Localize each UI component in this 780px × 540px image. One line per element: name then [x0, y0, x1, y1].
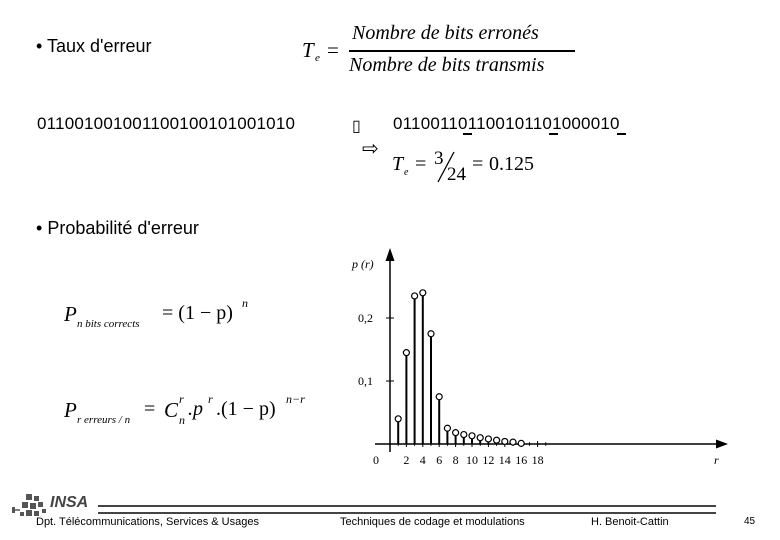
result-eq1: =	[415, 153, 427, 175]
f2-C-sup: r	[179, 392, 184, 406]
f2-P: P	[64, 398, 77, 422]
arrow-icon: ⇨	[362, 138, 379, 160]
stem-marker	[477, 435, 483, 441]
stem-marker	[510, 439, 516, 445]
f2-mid-sup: r	[208, 392, 213, 406]
fraction-bar	[349, 50, 575, 52]
f2-eq: =	[144, 398, 156, 420]
page-number: 45	[744, 516, 756, 527]
f1-sub: n bits corrects	[77, 318, 140, 330]
stem-marker	[436, 394, 442, 400]
x-tick-label: 8	[452, 453, 459, 467]
bullet-probabilite	[36, 218, 199, 239]
bullet-taux	[36, 36, 151, 57]
x-tick-label: 12	[482, 453, 495, 467]
result-numerator: 3	[434, 148, 444, 169]
bullet-glyph-2: •	[36, 218, 43, 238]
error-rate-result	[392, 148, 552, 190]
x-axis-label: r	[714, 453, 719, 467]
formula-numerator: Nombre de bits erronés	[352, 22, 539, 44]
f2-C: C	[164, 398, 179, 422]
prob-correct-formula	[64, 296, 264, 336]
sent-bitstring: 011001001001100100101001010	[37, 114, 296, 133]
stem-marker	[428, 331, 434, 337]
formula-denominator: Nombre de bits transmis	[349, 54, 545, 76]
x-tick-label: 10	[466, 453, 478, 467]
x-axis-arrow	[716, 440, 728, 449]
result-denominator: 24	[447, 164, 466, 185]
error-underline-3	[617, 133, 626, 135]
x-tick-label: 6	[436, 453, 443, 467]
f2-tail-sup: n−r	[286, 392, 305, 406]
x-tick-label: 16	[515, 453, 528, 467]
stem-marker	[395, 416, 401, 422]
footer-author: H. Benoit-Cattin	[591, 516, 669, 528]
stem-marker	[502, 438, 508, 444]
stem-marker	[403, 350, 409, 356]
prob-errors-formula	[64, 392, 314, 432]
stem-marker	[485, 436, 491, 442]
received-bitstring: 011001101100101101000010	[393, 114, 620, 133]
error-underline-2	[549, 133, 558, 135]
error-underline-1	[463, 133, 472, 135]
footer-rule	[98, 505, 716, 514]
formula-lhs-sub: e	[315, 52, 320, 64]
x-tick-label: 0	[373, 453, 379, 467]
y-axis-label: p (r)	[352, 257, 374, 271]
result-lhs: T	[392, 153, 404, 175]
formula-lhs: T	[302, 38, 314, 62]
result-lhs-sub: e	[404, 167, 409, 178]
x-tick-label: 14	[498, 453, 511, 467]
stem-marker	[420, 290, 426, 296]
x-tick-label: 4	[419, 453, 426, 467]
f2-mid: .p	[188, 398, 203, 420]
stem-marker	[469, 433, 475, 439]
footer-department: Dpt. Télécommunications, Services & Usages	[36, 516, 259, 528]
f2-sub: r erreurs / n	[77, 414, 131, 426]
stem-marker	[461, 432, 467, 438]
f2-C-sub: n	[179, 413, 185, 427]
stem-marker	[412, 293, 418, 299]
f1-exp: n	[242, 296, 248, 310]
error-probability-chart	[340, 246, 740, 471]
bullet-glyph: •	[36, 36, 43, 56]
box-glyph: ▯	[352, 118, 361, 135]
stem-marker	[453, 430, 459, 436]
y-tick-label: 0,1	[358, 374, 373, 388]
stem-marker	[444, 425, 450, 431]
section-title-taux: Taux d'erreur	[47, 36, 152, 56]
result-eq2: =	[472, 153, 484, 175]
y-tick-label: 0,2	[358, 311, 373, 325]
logo-text: INSA	[50, 494, 89, 511]
f1-P: P	[64, 302, 77, 326]
f1-rhs: = (1 − p)	[162, 302, 233, 324]
section-title-probabilite: Probabilité d'erreur	[47, 218, 199, 238]
f2-tail: .(1 − p)	[216, 398, 276, 420]
x-tick-label: 18	[531, 453, 544, 467]
formula-equals: =	[327, 38, 339, 62]
x-tick-label: 2	[403, 453, 410, 467]
y-axis-arrow	[386, 248, 395, 261]
stem-marker	[518, 440, 524, 446]
error-rate-formula	[302, 22, 592, 82]
result-value: 0.125	[489, 153, 534, 175]
footer-course: Techniques de codage et modulations	[340, 516, 525, 528]
stem-marker	[494, 437, 500, 443]
